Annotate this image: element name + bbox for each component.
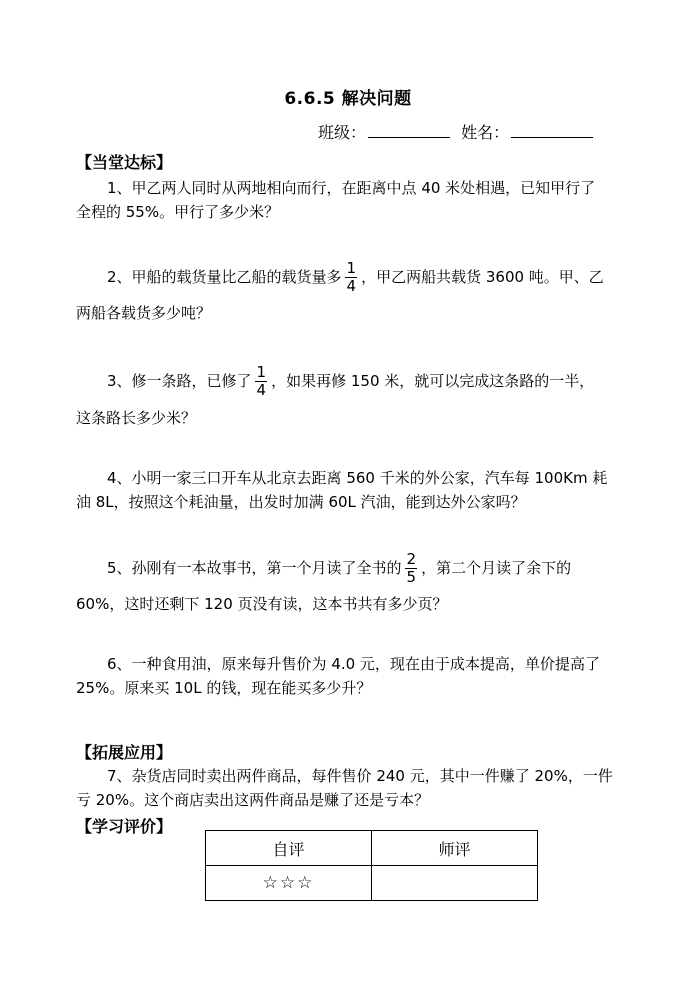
q5-text-post: ，第二个月读了余下的 (421, 559, 572, 577)
q2-line2: 两船各载货多少吨？ (76, 304, 212, 322)
q3-fraction (255, 364, 269, 399)
q2-line1 (107, 260, 604, 295)
q1-line1: 1、甲乙两人同时从两地相向而行，在距离中点 40 米处相遇，已知甲行了 (107, 179, 596, 197)
self-eval-stars[interactable]: ☆☆☆ (206, 866, 372, 901)
q7-line1: 7、杂货店同时卖出两件商品，每件售价 240 元，其中一件赚了 20%，一件 (107, 767, 613, 785)
q1-line2: 全程的 55%。甲行了多少米？ (76, 203, 280, 221)
section-heading-extension: 【拓展应用】 (76, 743, 173, 762)
q2-frac-num: 1 (346, 259, 357, 277)
section-heading-evaluation: 【学习评价】 (76, 817, 173, 836)
name-label: 姓名： (461, 123, 510, 142)
q3-frac-num: 1 (256, 363, 267, 381)
q2-text-post: ，甲乙两船共载货 3600 吨。甲、乙 (361, 268, 604, 286)
teacher-eval-cell[interactable] (372, 866, 538, 901)
q4-line1: 4、小明一家三口开车从北京去距离 560 千米的外公家，汽车每 100Km 耗 (107, 469, 608, 487)
q2-fraction (345, 260, 359, 295)
q4-line2: 油 8L，按照这个耗油量，出发时加满 60L 汽油，能到达外公家吗？ (76, 493, 526, 511)
q5-fraction (405, 551, 419, 586)
q7-line2: 亏 20%。这个商店卖出这两件商品是赚了还是亏本？ (76, 791, 430, 809)
q2-frac-den: 4 (346, 277, 357, 295)
q6-line2: 25%。原来买 10L 的钱，现在能买多少升？ (76, 679, 372, 697)
q6-line1: 6、一种食用油，原来每升售价为 4.0 元，现在由于成本提高，单价提高了 (107, 655, 600, 673)
q3-line2: 这条路长多少米？ (76, 409, 197, 427)
section-heading-practice: 【当堂达标】 (76, 153, 173, 172)
table-row (206, 866, 538, 901)
q5-line1 (107, 551, 571, 586)
q3-text-post: ，如果再修 150 米，就可以完成这条路的一半， (271, 372, 595, 390)
q3-frac-den: 4 (256, 381, 267, 399)
self-eval-header: 自评 (206, 831, 372, 866)
page-title: 6.6.5 解决问题 (284, 89, 412, 109)
q5-line2: 60%，这时还剩下 120 页没有读，这本书共有多少页？ (76, 595, 448, 613)
class-label: 班级： (318, 123, 367, 142)
table-row (206, 831, 538, 866)
evaluation-table (205, 830, 538, 901)
q5-frac-den: 5 (406, 568, 417, 586)
q5-text-pre: 5、孙刚有一本故事书，第一个月读了全书的 (107, 559, 402, 577)
teacher-eval-header: 师评 (372, 831, 538, 866)
name-blank[interactable] (511, 123, 593, 138)
q3-line1 (107, 364, 594, 399)
q5-frac-num: 2 (406, 550, 417, 568)
class-name-row (318, 120, 599, 143)
class-blank[interactable] (368, 123, 450, 138)
q2-text-pre: 2、甲船的载货量比乙船的载货量多 (107, 268, 342, 286)
q3-text-pre: 3、修一条路，已修了 (107, 372, 252, 390)
